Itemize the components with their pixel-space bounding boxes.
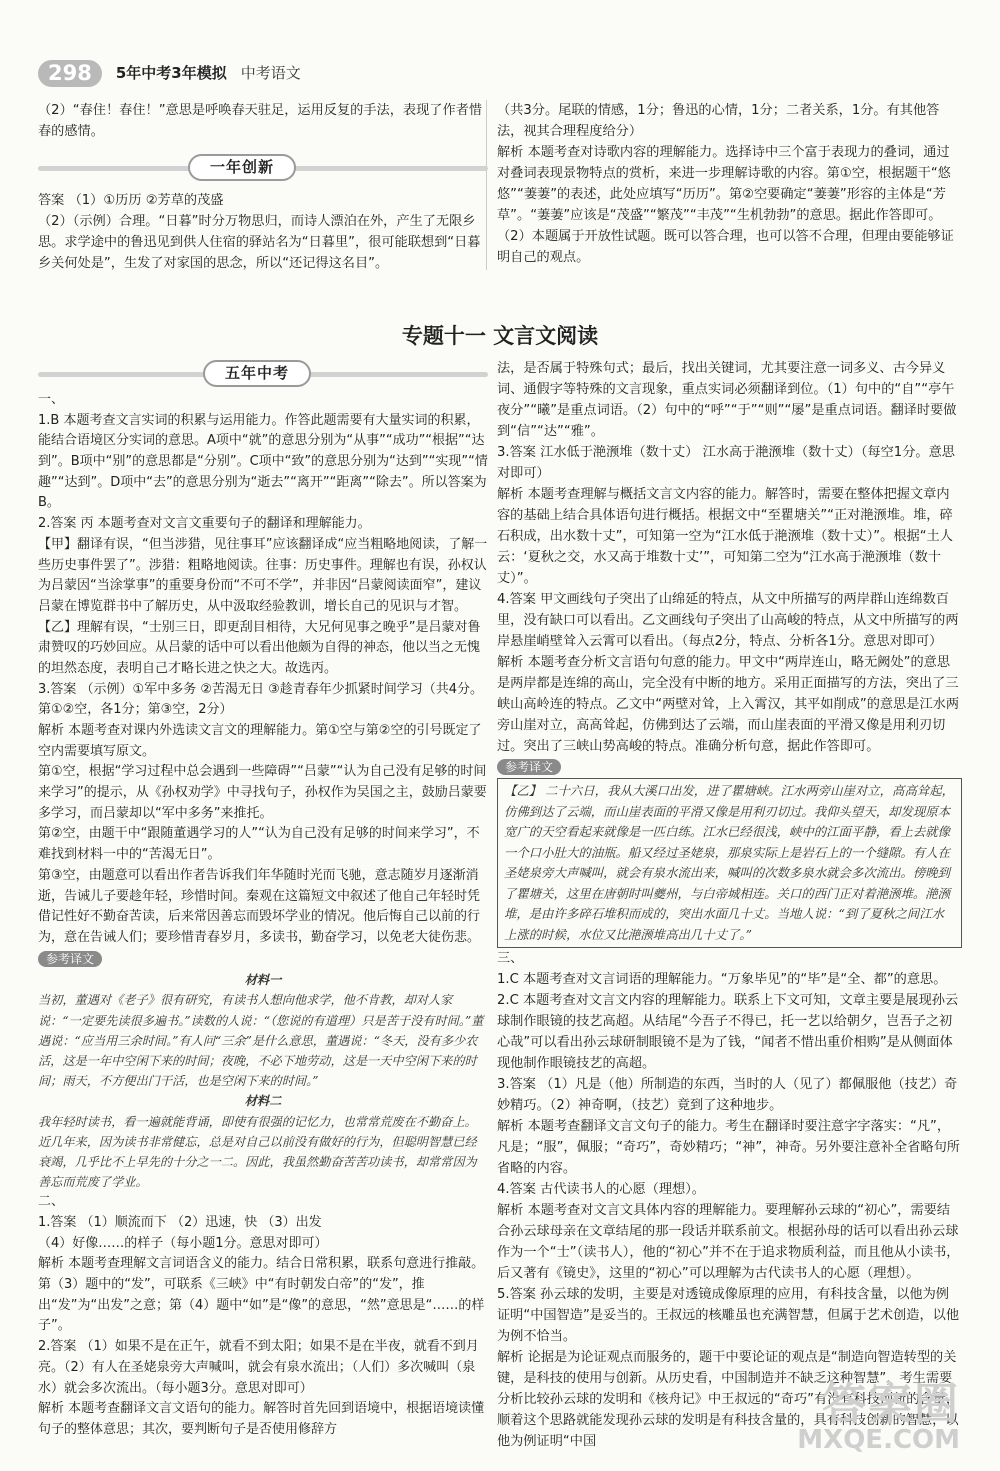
paragraph: 解析 本题考查对诗歌内容的理解能力。选择诗中三个富于表现力的叠词，通过对叠词表现景物特点的赏析，来进一步理解诗歌的内容。第①空，根据题干“悠悠”“萋萋”的表述，此处应填写“历历”。第②空要确定“萋萋”形容的主体是“芳草”。“萋萋”应该是“茂盛”“繁茂”“丰茂”“生机勃勃”的意思。据此作答即可。（2）本题属于开放性试题。既可以答合理，也可以答不合理，但理由要能够证明自己的观点。 bbox=[497, 145, 954, 265]
material-title: 材料一 bbox=[244, 973, 282, 988]
paragraph: 4.答案 古代读书人的心愿（理想）。 bbox=[497, 1182, 705, 1197]
reference-translation-tag: 参考译文 bbox=[497, 759, 561, 775]
paragraph: 【乙】理解有误，“士别三日，即更刮目相待，大兄何见事之晚乎”是吕蒙对鲁肃赞叹的巧妙回应。从吕蒙的话中可以看出他颇为自得的神态，他以当之无愧的坦然态度，表明自己才略长进之快之大。故选丙。 bbox=[38, 619, 481, 676]
translation-text: 我年轻时读书，看一遍就能背诵，即使有很强的记忆力，也常常荒废在不勤奋上。近几年来，因为读书非常健忘，总是对自己以前没有做好的行为，但聪明智慧已经衰竭，几乎比不上早先的十分之一二。因此，我虽然勤奋苦苦功读书，却常常因为善忘而荒废了学业。 bbox=[38, 1114, 477, 1190]
paragraph: 5.答案 孙云球的发明，主要是对透镜成像原理的应用，有科技含量，以他为例证明“中国智造”是妥当的。王叔远的核雕虽也充满智慧，但属于艺术创造，以他为例不恰当。 bbox=[497, 1287, 960, 1344]
translation-block bbox=[38, 970, 488, 1192]
paragraph: 解析 本题考查分析文言语句句意的能力。甲文中“两岸连山，略无阙处”的意思是两岸都是连绵的高山，完全没有中断的地方。采用正面描写的方法，突出了三峡山高岭连的特点。乙文中“两壁对耸，上入霄汉，其平如削成”的意思是江水两旁山崖对立，高高耸起，仿佛到达了云端，而山崖表面的平滑又像是用利刃切过。突出了三峡山势高峻的特点。准确分析句意，据此作答即可。 bbox=[497, 655, 960, 754]
paragraph: 3.答案 （1）凡是（他）所制造的东西，当时的人（见了）都佩服他（技艺）奇妙精巧。（2）神奇啊，（技艺）竟到了这种地步。 bbox=[497, 1077, 958, 1113]
paragraph: 解析 本题考查翻译文言文句子的能力。考生在翻译时要注意字字落实：“凡”，凡是；“服”，佩服；“奇巧”，奇妙精巧；“神”，神奇。另外要注意补全省略句所省略的内容。 bbox=[497, 1119, 960, 1176]
right-main-block bbox=[497, 358, 962, 1455]
paragraph: 解析 本题考查理解与概括文言文内容的能力。解答时，需要在整体把握文章内容的基础上结合具体语句进行概括。根据文中“至瞿塘关”“正对滟滪堆。堆，碎石积成，出水数十丈”，可知第一空为“江水低于滟滪堆（数十丈）”。根据“土人云：‘夏秋之交，水又高于堆数十丈’”，可知第二空为“江水高于滟滪堆（数十丈）”。 bbox=[497, 487, 953, 586]
paragraph: 1.C 本题考查对文言词语的理解能力。“万象毕见”的“毕”是“全、都”的意思。 bbox=[497, 972, 947, 987]
paragraph: 4.答案 甲文画线句子突出了山绵延的特点，从文中所描写的两岸群山连绵数百里，没有缺口可以看出。乙文画线句子突出了山高峻的特点，从文中所描写的两岸悬崖峭壁耸入云霄可以看出。（每点2分，特点、分析各1分。意思对即可） bbox=[497, 592, 959, 649]
paragraph: 3.答案 （示例）①军中多务 ②苦渴无日 ③趁青春年少抓紧时间学习（共4分。第①②空，各1分；第③空，2分） bbox=[38, 681, 484, 718]
paragraph: 解析 本题考查翻译文言文语句的能力。解答时首先回到语境中，根据语境读懂句子的整体意思；其次，要判断句子是否使用修辞方 bbox=[38, 1401, 485, 1437]
section-banner-innovation bbox=[38, 152, 488, 184]
section-banner-fiveyear bbox=[38, 358, 488, 390]
paragraph: 2.C 本题考查对文言文内容的理解能力。联系上下文可知，文章主要是展现孙云球制作眼镜的技艺高超。从结尾“今吾子不得已，托一艺以给朝夕，岂吾子之初心哉”可以看出孙云球研制眼镜不是为了钱，“闻者不惜出重价相购”是从侧面体现他制作眼镜技艺的高超。 bbox=[497, 993, 959, 1071]
paragraph: 2.答案 丙 本题考查对文言文重要句子的翻译和理解能力。 bbox=[38, 516, 371, 532]
left-top-block bbox=[38, 100, 488, 274]
paragraph: 解析 本题考查对文言文具体内容的理解能力。要理解孙云球的“初心”，需要结合孙云球母亲在文章结尾的那一段话并联系前文。根据孙母的话可以看出孙云球作为一个“士”（读书人），他的“初心”并不在于追求物质利益，而且他从小读书，后又著有《镜史》，这里的“初心”可以理解为古代读书人的心愿（理想）。 bbox=[497, 1203, 960, 1281]
paragraph: （2）“春住！春住！”意思是呼唤春天驻足，运用反复的手法，表现了作者惜春的感情。 bbox=[38, 103, 483, 139]
page-number: 298 bbox=[38, 60, 102, 87]
translation-text: 当初，董遇对《老子》很有研究，有读书人想向他求学，他不肯教，却对人家说：“一定要先读很多遍书。”读数的人说：“（您说的有道理）只是苦于没有时间。”董遇说：“应当用三余时间。”有人问“三余”是什么意思，董遇说：“冬天，没有多少农活，这是一年中空闲下来的时间；夜晚，不必下地劳动，这是一天中空闲下来的时间；雨天，不方便出门干活，也是空闲下来的时间。” bbox=[38, 993, 484, 1089]
paragraph: 解析 论据是为论证观点而服务的，题干中要论证的观点是“制造向智造转型的关键，是科技的使用与创新。从历史看，中国制造并不缺乏这种智慧”，考生需要分析比较孙云球的发明和《核舟记》中王叔远的“奇巧”有没有科技创新的含量，顺着这个思路就能发现孙云球的发明是有科技含量的，具有科技创新的智慧，以他为例证明“中国 bbox=[497, 1350, 960, 1449]
paragraph: 1.答案 （1）顺流而下 （2）迅速，快 （3）出发 bbox=[38, 1215, 322, 1230]
paragraph: 法，是否属于特殊句式；最后，找出关键词，尤其要注意一词多义、古今异义词、通假字等特殊的文言现象，重点实词必须翻译到位。（1）句中的“自”“亭午夜分”“曦”是重点词语。（2）句中的“呼”“于”“则”“屡”是重点词语。翻译时要做到“信”“达”“雅”。 bbox=[497, 361, 957, 439]
subject-title: 中考语文 bbox=[240, 63, 301, 82]
paragraph: （4）好像……的样子（每小题1分。意思对即可） bbox=[38, 1235, 328, 1251]
series-title: 5年中考3年模拟 bbox=[115, 63, 227, 82]
section-title: 专题十一 文言文阅读 bbox=[401, 324, 599, 348]
watermark bbox=[797, 1379, 960, 1455]
paragraph: （2）（示例）合理。“日暮”时分万物思归，而诗人漂泊在外，产生了无限乡思。求学途中的鲁迅见到供人住宿的驿站名为“日暮里”，很可能联想到“日暮乡关何处是”，生发了对家国的思念，所以“还记得这名目”。 bbox=[38, 214, 481, 271]
watermark-url: MXQE.COM bbox=[797, 1425, 960, 1455]
translation-box bbox=[497, 778, 962, 948]
paragraph: 第②空，由题干中“跟随董遇学习的人”“认为自己没有足够的时间来学习”，不难找到材料一中的“苦渴无日”。 bbox=[38, 826, 480, 863]
paragraph: 第①空，根据“学习过程中总会遇到一些障碍”“吕蒙”“认为自己没有足够的时间来学习”的提示，从《孙权劝学》中寻找句子，孙权作为吴国之主，鼓励吕蒙要多学习，而吕蒙却以“军中多务”来推托。 bbox=[38, 764, 487, 821]
translation-text: 【乙】 二十六日，我从大溪口出发，进了瞿塘峡。江水两旁山崖对立，高高耸起，仿佛到达了云端，而山崖表面的平滑又像是用利刃切过。我仰头望天，却发现原本宽广的天空看起来就像是一匹白练。江水已经很浅，峡中的江面平静，看上去就像一个口小肚大的油瓶。船又经过圣姥泉，那泉实际上是岩石上的一个缝隙。有人在圣姥泉旁大声喊叫，就会有泉水流出来，喊叫的次数多泉水就会多次流出。傍晚到了瞿塘关，这里在唐朝时叫夔州，与白帝城相连。关口的西门正对着滟滪堆。滟滪堆，是由许多碎石堆积而成的，突出水面几十丈。当地人说：“到了夏秋之间江水上涨的时候，水位又比滟滪堆高出几十丈了。” bbox=[504, 783, 955, 942]
paragraph: 【甲】翻译有误，“但当涉猎，见往事耳”应该翻译成“应当粗略地阅读，了解一些历史事件罢了”。涉猎：粗略地阅读。往事：历史事件。理解也有误，孙权认为吕蒙因“当涂掌事”的重要身份而“不可不学”，并非因“吕蒙阅读面窄”，建议吕蒙在博览群书中了解历史，从中汲取经验教训，增长自己的见识与才智。 bbox=[38, 536, 488, 614]
left-main-block bbox=[38, 358, 488, 1441]
reference-translation-tag: 参考译文 bbox=[38, 951, 102, 967]
paragraph: 2.答案 （1）如果不是在正午，就看不到太阳；如果不是在半夜，就看不到月亮。（2）有人在圣姥泉旁大声喊叫，就会有泉水流出；（人们）多次喊叫（泉水）就会多次流出。（每小题3分。意思对即可） bbox=[38, 1339, 479, 1396]
paragraph: 一、 bbox=[38, 392, 65, 407]
paragraph: 1.B 本题考查文言实词的积累与运用能力。作答此题需要有大量实词的积累，能结合语境区分实词的意思。A项中“就”的意思分别为“从事”“成功”“根据”“达到”。B项中“别”的意思都是“分别”。C项中“致”的意思分别为“达到”“实现”“情趣”“达到”。D项中“去”的意思分别为“逝去”“离开”“距离”“除去”。所以答案为B。 bbox=[38, 412, 488, 511]
paragraph: 三、 bbox=[497, 951, 524, 966]
watermark-logo: 答案圈 bbox=[822, 1379, 960, 1430]
answer-line: 答案 （1）①历历 ②芳草的茂盛 bbox=[38, 193, 224, 208]
paragraph: 解析 本题考查理解文言词语含义的能力。结合日常积累，联系句意进行推敲。第（3）题中的“发”，可联系《三峡》中“有时朝发白帝”的“发”，推出“发”为“出发”之意；第（4）题中“如”是“像”的意思，“然”意思是“……的样子”。 bbox=[38, 1256, 485, 1334]
paragraph: 3.答案 江水低于滟滪堆（数十丈） 江水高于滟滪堆（数十丈）（每空1分。意思对即可） bbox=[497, 445, 955, 481]
paragraph: 解析 本题考查对课内外选读文言文的理解能力。第①空与第②空的引号既定了空内需要填写原文。 bbox=[38, 723, 482, 759]
banner-label: 五年中考 bbox=[203, 360, 311, 387]
right-top-block bbox=[497, 100, 962, 268]
banner-label: 一年创新 bbox=[188, 154, 296, 181]
paragraph: （共3分。尾联的情感，1分；鲁迅的心情，1分；二者关系，1分。有其他答法，视其合理程度给分） bbox=[497, 103, 940, 139]
paragraph: 二、 bbox=[38, 1194, 65, 1210]
page-header bbox=[38, 56, 301, 90]
paragraph: 第③空，由题意可以看出作者告诉我们年华随时光而飞驰，意志随岁月逐渐消逝，告诫儿子要趁年轻，珍惜时间。秦观在这篇短文中叙述了他自己年轻时凭借记性好不勤奋苦读，后来常因善忘而毁坏学业的情况。他后悔自己以前的行为，意在告诫人们；要珍惜青春岁月，多读书，勤奋学习，以免老大徒伤悲。 bbox=[38, 867, 481, 945]
material-title: 材料二 bbox=[244, 1094, 282, 1109]
